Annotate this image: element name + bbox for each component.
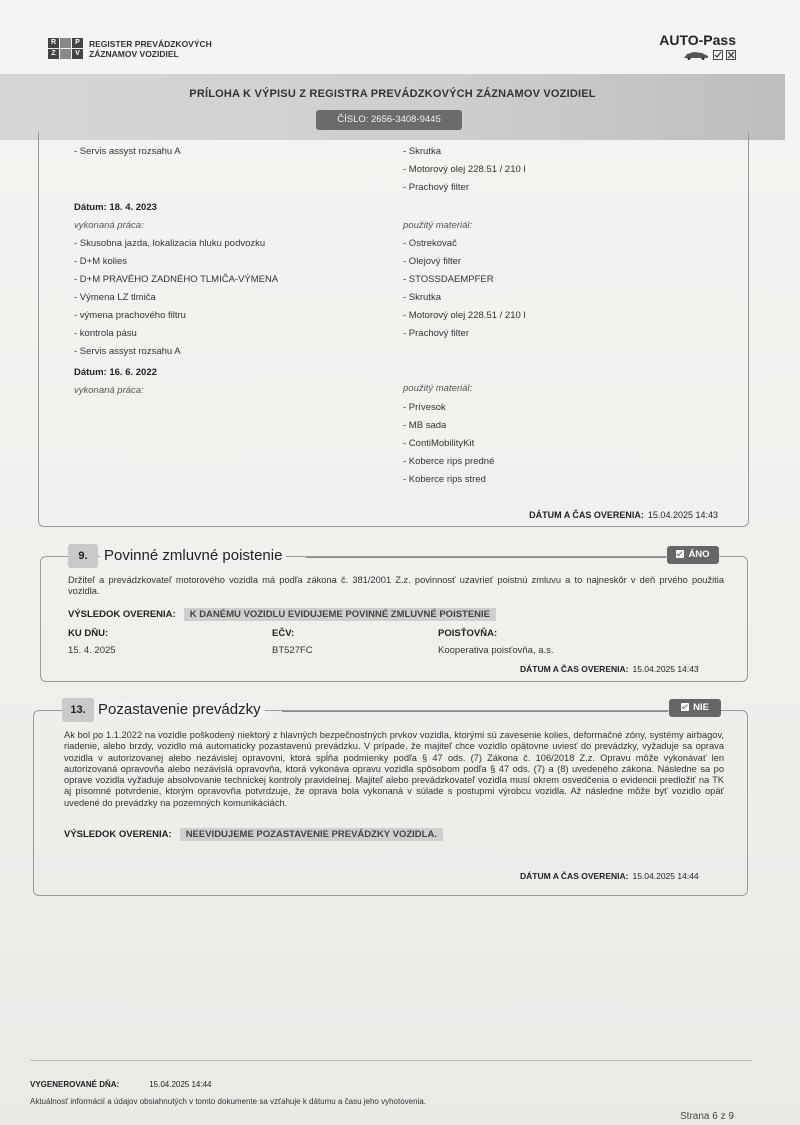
material-item: - Prívesok (403, 402, 446, 413)
material-item: - Koberce rips stred (403, 474, 486, 485)
logo-letter: Z (48, 49, 59, 59)
insurer-value: Kooperativa poisťovňa, a.s. (438, 645, 554, 656)
page-title: PRÍLOHA K VÝPISU Z REGISTRA PREVÁDZKOVÝCH ZÁZNAMOV VOZIDIEL (189, 88, 596, 100)
section-title: Pozastavenie prevádzky (94, 701, 265, 718)
material-item: - Olejový filter (403, 256, 462, 267)
document-number-badge: ČÍSLO: 2656-3408-9445 (316, 110, 462, 130)
work-item: - kontrola pásu (74, 328, 137, 339)
footer-divider (30, 1060, 752, 1061)
section-divider (282, 711, 668, 712)
car-icon (682, 50, 710, 60)
verification-timestamp: DÁTUM A ČAS OVERENIA: 15.04.2025 14:43 (529, 510, 718, 520)
work-item: - Servis assyst rozsahu A (74, 346, 181, 357)
material-item: - Prachový filter (403, 182, 469, 193)
work-item: - D+M PRAVÉHO ZADNÉHO TLMIČA-VÝMENA (74, 274, 279, 285)
autopass-icons (659, 49, 736, 61)
date-label: KU DŇU: (68, 628, 109, 639)
generated-date: VYGENEROVANÉ DŇA: 15.04.2025 14:44 (30, 1080, 212, 1089)
section-description: Držiteľ a prevádzkovateľ motorového vozidla má podľa zákona č. 381/2001 Z.z. povinnosť uzavrieť poistnú zmluvu a to najneskôr v deň prvého použitia vozidla. (68, 575, 724, 597)
material-item: - ContiMobilityKit (403, 438, 475, 449)
work-item: - Výmena LZ tlmiča (74, 292, 156, 303)
logo-letter: V (72, 49, 83, 59)
material-item: - Motorový olej 228.51 / 210 l (403, 164, 526, 175)
verification-timestamp: DÁTUM A ČAS OVERENIA: 15.04.2025 14:43 (520, 664, 699, 674)
service-history-section (38, 132, 749, 527)
material-label: použitý materiál: (403, 383, 473, 394)
status-badge-no: NIE (669, 699, 721, 717)
insurer-label: POISŤOVŇA: (438, 628, 498, 639)
work-item: - Skusobna jazda, lokalizacia hluku podvozku (74, 238, 266, 249)
check-icon (681, 703, 689, 711)
logo-letter: R (48, 38, 59, 48)
section-number: 13. (62, 698, 94, 722)
material-item: - Motorový olej 228.51 / 210 l (403, 310, 526, 321)
material-item: - Prachový filter (403, 328, 469, 339)
status-badge-yes: ÁNO (667, 546, 719, 564)
section-title: Povinné zmluvné poistenie (100, 547, 286, 564)
material-item: - Ostrekovač (403, 238, 457, 249)
footer-note: Aktuálnosť informácií a údajov obsiahnutých v tomto dokumente sa vzťahuje k dátumu a času jeho vyhotovenia. (30, 1097, 427, 1106)
registry-name: REGISTER PREVÁDZKOVÝCH ZÁZNAMOV VOZIDIEL (89, 38, 212, 59)
verification-result: VÝSLEDOK OVERENIA: K DANÉMU VOZIDLU EVIDUJEME POVINNÉ ZMLUVNÉ POISTENIE (68, 609, 496, 620)
autopass-title: AUTO-Pass (659, 32, 736, 48)
material-item: - Skrutka (403, 146, 442, 157)
service-date: Dátum: 16. 6. 2022 (74, 367, 157, 378)
registry-logo (48, 38, 212, 59)
work-item: - Servis assyst rozsahu A (74, 146, 181, 157)
service-date: Dátum: 18. 4. 2023 (74, 202, 157, 213)
material-item: - STOSSDAEMPFER (403, 274, 494, 285)
verification-result: VÝSLEDOK OVERENIA: NEEVIDUJEME POZASTAVENIE PREVÁDZKY VOZIDLA. (64, 829, 443, 840)
plate-value: BT527FC (272, 645, 313, 656)
work-item: - výmena prachového filtru (74, 310, 186, 321)
plate-label: EČV: (272, 628, 295, 639)
verification-timestamp: DÁTUM A ČAS OVERENIA: 15.04.2025 14:44 (520, 871, 699, 881)
material-item: - Skrutka (403, 292, 442, 303)
check-icon (676, 550, 684, 558)
work-label: vykonaná práca: (74, 220, 144, 231)
section-number: 9. (68, 544, 98, 568)
autopass-brand (659, 32, 736, 61)
check-box-icon (713, 50, 723, 60)
work-item: - D+M kolies (74, 256, 128, 267)
title-banner (0, 74, 785, 140)
page-number: Strana 6 z 9 (680, 1111, 734, 1122)
logo-letter: P (72, 38, 83, 48)
date-value: 15. 4. 2025 (68, 645, 116, 656)
logo-mark (48, 38, 83, 59)
result-value: NEEVIDUJEME POZASTAVENIE PREVÁDZKY VOZIDLA. (180, 828, 443, 841)
material-item: - MB sada (403, 420, 447, 431)
work-label: vykonaná práca: (74, 385, 144, 396)
section-divider (306, 557, 666, 558)
material-label: použitý materiál: (403, 220, 473, 231)
cross-box-icon (726, 50, 736, 60)
section-description: Ak bol po 1.1.2022 na vozidle poškodený niektorý z hlavných bezpečnostných prvkov vozidla, ktorými sú zavesenie kolies, deformačné zóny, systémy airbagov, riadenie, alebo brzdy, vozidlo má automaticky pozastavenú prevádzku. V prípade, že majiteľ chce vozidlo opätovne uviesť do prevádzky, vyžaduje sa oprava vozidla v autorizovanej alebo nezávislej opravovni, ktorá spĺňa podmienky podľa § 47 ods. (7) Zákona č. 106/2018 Z.z. Opravu môže vykonávať len autorizovaná opravovňa alebo nezávislá opravovňa, ktorá vykonáva opravu vozidla spôsobom podľa § 47 ods. (7) a (8) uvedeného zákona. Následne sa po oprave vozidla vyžaduje absolvovanie technickej kontroly pravidelnej. Majiteľ alebo prevádzkovateľ vozidla musí okrem osvedčenia o evidencii predložiť na TK aj písomné potvrdenie, ktorým opravovňa potvrdzuje, že oprava bola vykonaná v súlade s postupmi výrobcu vozidla. Až následne môže byť vozidlo opäť uvedené do prevádzky na pozemných komunikáciách. (64, 730, 724, 808)
material-item: - Koberce rips predné (403, 456, 495, 467)
result-value: K DANÉMU VOZIDLU EVIDUJEME POVINNÉ ZMLUVNÉ POISTENIE (184, 608, 496, 621)
